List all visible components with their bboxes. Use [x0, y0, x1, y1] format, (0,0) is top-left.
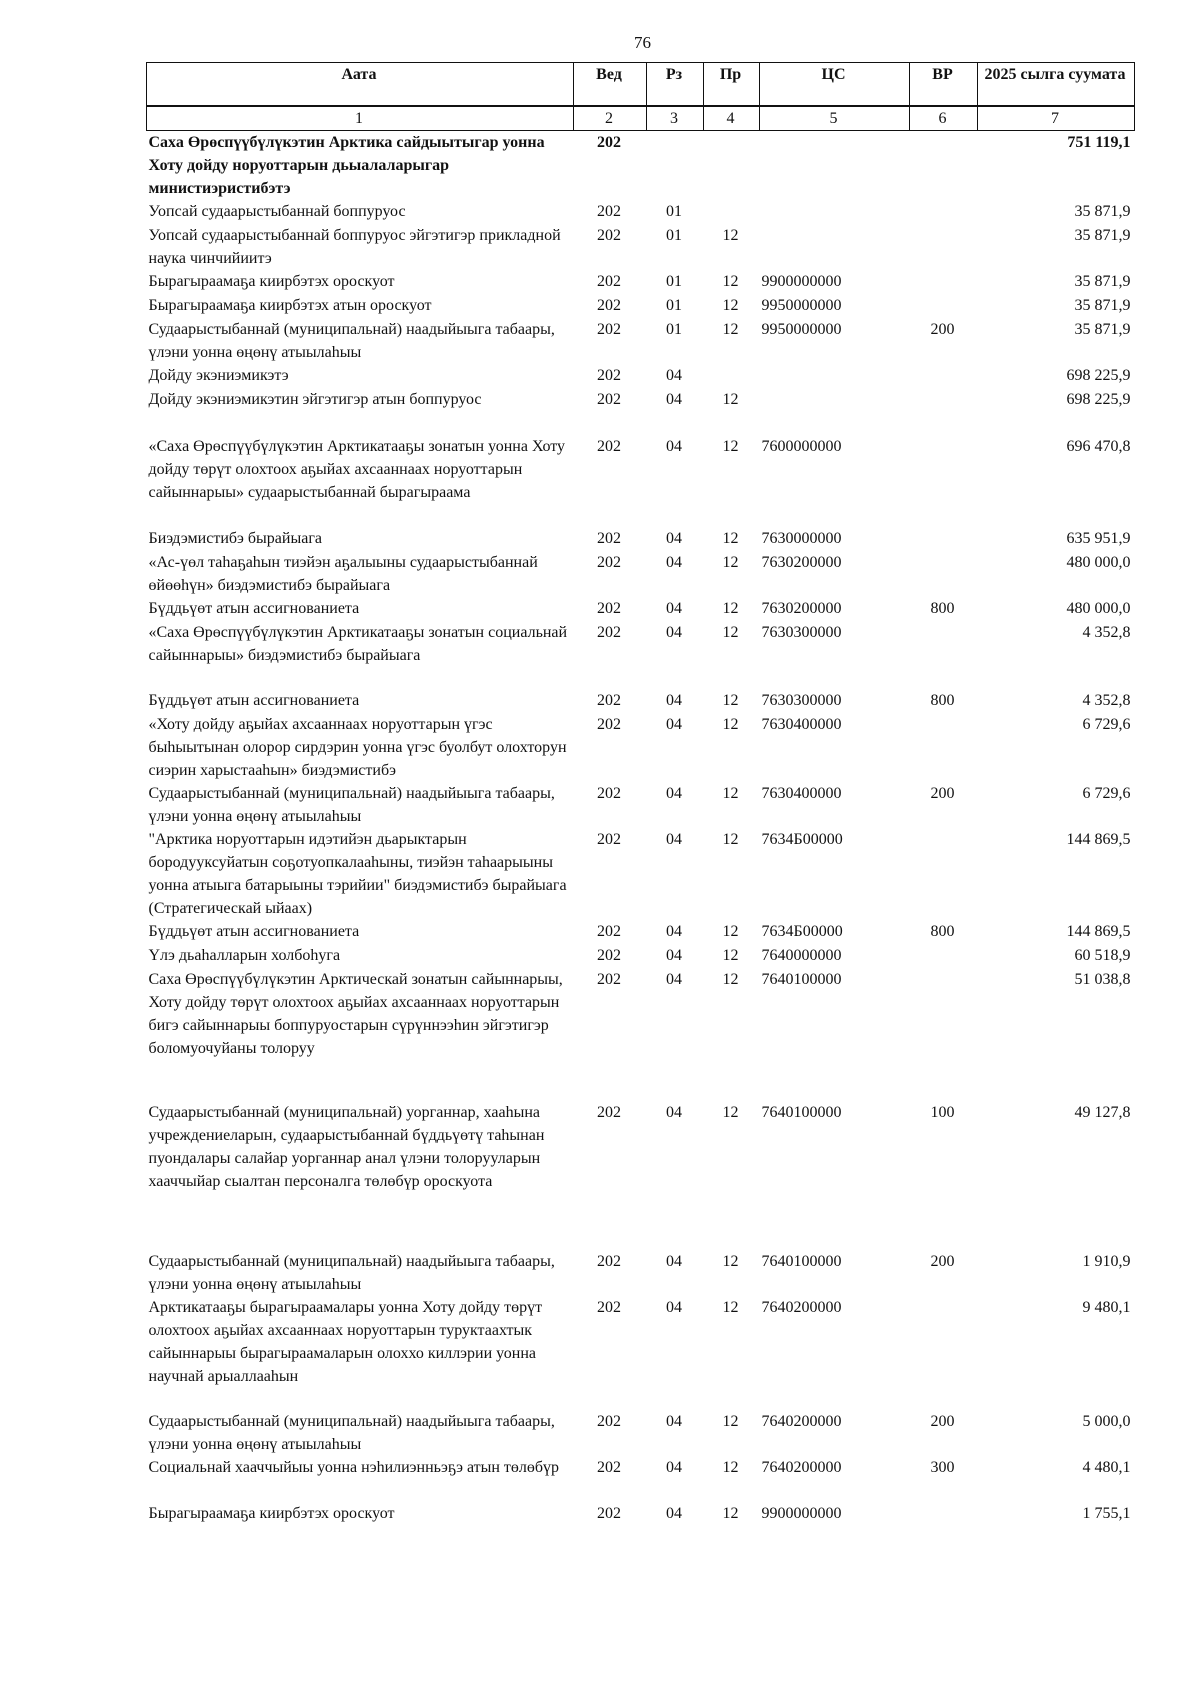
cell-sum: 480 000,0: [1066, 554, 1131, 571]
cell-sum: 5 000,0: [1082, 1413, 1131, 1430]
table-row: [147, 270, 1135, 294]
cell-ved: 202: [597, 1104, 621, 1121]
cell-vr: 200: [930, 321, 955, 338]
cell-sum: 144 869,5: [1066, 923, 1131, 940]
cell-name: Судаарыстыбаннай (муниципальнай) наадыйыыга табаары, үлэни уонна өңөнү атыылаһыы: [148, 1413, 555, 1453]
cell-cs: [760, 224, 910, 270]
cell-name: Саха Өрөспүүбүлүкэтин Арктическай зонатын сайыннарыы, Хоту дойду төрүт олохтоох аҕыйах ахсааннаах норуоттарын бигэ сайыннарыы боппуруостарын сүрүннээһин эйгэтигэр боломуочуйаны толоруу: [148, 971, 563, 1057]
cell-sum: 49 127,8: [1074, 1104, 1131, 1121]
cell-ved: 202: [597, 600, 621, 617]
cell-pr: 12: [722, 785, 739, 802]
table-row: [147, 294, 1135, 318]
page-number: 76: [634, 33, 651, 52]
cell-cs: 7630400000: [761, 785, 842, 802]
cell-name: Уопсай судаарыстыбаннай боппуруос: [148, 203, 406, 220]
cell-name: Бүддьүөт атын ассигнованиета: [148, 923, 360, 940]
column-number: 2: [574, 106, 647, 131]
cell-pr: 12: [722, 1299, 739, 1316]
cell-rz: 04: [666, 716, 682, 733]
cell-rz: 04: [666, 1459, 682, 1476]
cell-rz: 04: [666, 1299, 682, 1316]
cell-vr: 200: [930, 1253, 955, 1270]
header-row: [147, 63, 1135, 107]
cell-sum: 6 729,6: [1082, 716, 1131, 733]
cell-pr: 12: [722, 971, 739, 988]
cell-vr: 800: [930, 692, 955, 709]
cell-name: Судаарыстыбаннай (муниципальнай) наадыйыыга табаары, үлэни уонна өңөнү атыылаһыы: [148, 785, 555, 825]
cell-sum: 1 755,1: [1082, 1505, 1131, 1522]
cell-rz: 04: [666, 367, 682, 384]
cell-vr: [910, 270, 978, 294]
cell-pr: 12: [722, 321, 739, 338]
cell-rz: 04: [666, 971, 682, 988]
cell-pr: 12: [722, 831, 739, 848]
cell-ved: 202: [597, 947, 621, 964]
cell-ved: 202: [597, 1253, 621, 1270]
cell-name: Уопсай судаарыстыбаннай боппуруос эйгэтигэр прикладной наука чинчийиитэ: [148, 227, 561, 267]
cell-ved: 202: [597, 971, 621, 988]
cell-vr: [910, 435, 978, 527]
cell-sum: 696 470,8: [1066, 438, 1131, 455]
table-row: [147, 713, 1135, 782]
cell-vr: 100: [930, 1104, 955, 1121]
table-row: [147, 1410, 1135, 1456]
cell-sum: 51 038,8: [1074, 971, 1131, 988]
cell-pr: [704, 131, 760, 201]
cell-name: Судаарыстыбаннай (муниципальнай) наадыйыыга табаары, үлэни уонна өңөнү атыылаһыы: [148, 1253, 555, 1293]
header-ved: Вед: [574, 63, 647, 107]
cell-cs: 7630300000: [761, 624, 842, 641]
cell-rz: 01: [666, 273, 682, 290]
table-row: [147, 968, 1135, 1101]
cell-vr: [910, 1502, 978, 1526]
table-row: [147, 621, 1135, 689]
cell-pr: 12: [722, 1505, 739, 1522]
cell-pr: 12: [722, 554, 739, 571]
cell-pr: 12: [722, 391, 739, 408]
cell-ved: 202: [597, 1299, 621, 1316]
cell-name: Дойду экэниэмикэтэ: [148, 367, 289, 384]
cell-pr: 12: [722, 297, 739, 314]
table-row: [147, 828, 1135, 920]
cell-cs: 7640200000: [761, 1459, 842, 1476]
cell-sum: 1 910,9: [1082, 1253, 1131, 1270]
cell-ved: 202: [597, 716, 621, 733]
cell-name: Саха Өрөспүүбүлүкэтин Арктика сайдыытыгар уонна Хоту дойду норуоттарын дьыалаларыгар министиэристибэтэ: [148, 134, 545, 197]
cell-sum: 35 871,9: [1074, 297, 1131, 314]
table-row: [147, 435, 1135, 527]
cell-name: Үлэ дьаһалларын холбоһуга: [148, 947, 341, 964]
cell-rz: 04: [666, 1413, 682, 1430]
cell-vr: [910, 1296, 978, 1410]
cell-cs: [760, 131, 910, 201]
cell-rz: 04: [666, 554, 682, 571]
cell-cs: 7640100000: [761, 971, 842, 988]
table-row: [147, 944, 1135, 968]
cell-pr: 12: [722, 1104, 739, 1121]
header-cs: ЦС: [760, 63, 910, 107]
cell-ved: 202: [597, 367, 621, 384]
cell-cs: 7634Б00000: [761, 831, 843, 848]
cell-cs: 9900000000: [761, 273, 842, 290]
cell-cs: 7630200000: [761, 600, 842, 617]
table-row: [147, 364, 1135, 388]
table-row: [147, 224, 1135, 270]
cell-cs: 9950000000: [761, 297, 842, 314]
cell-pr: 12: [722, 947, 739, 964]
cell-ved: 202: [597, 203, 621, 220]
cell-name: «Саха Өрөспүүбүлүкэтин Арктикатааҕы зонатын социальнай сайыннарыы» биэдэмистибэ бырайыага: [148, 624, 568, 664]
table-row: [147, 318, 1135, 364]
cell-name: Бырагыраамаҕа киирбэтэх ороскуот: [148, 1505, 395, 1522]
cell-rz: 04: [666, 1104, 682, 1121]
header-sum: 2025 сылга суумата: [978, 63, 1135, 107]
cell-ved: 202: [597, 785, 621, 802]
cell-rz: 04: [666, 391, 682, 408]
header-rz: Рз: [647, 63, 704, 107]
cell-cs: [760, 364, 910, 388]
cell-vr: [910, 968, 978, 1101]
table-row: [147, 1296, 1135, 1410]
cell-cs: [760, 200, 910, 224]
cell-rz: 01: [666, 321, 682, 338]
cell-name: Бүддьүөт атын ассигнованиета: [148, 692, 360, 709]
cell-vr: [910, 388, 978, 435]
table-row: [147, 131, 1135, 201]
cell-cs: 7634Б00000: [761, 923, 843, 940]
table-row: [147, 200, 1135, 224]
cell-cs: 7630300000: [761, 692, 842, 709]
cell-ved: 202: [597, 297, 621, 314]
column-number: 6: [910, 106, 978, 131]
cell-rz: 04: [666, 530, 682, 547]
cell-ved: 202: [597, 391, 621, 408]
cell-cs: 7630400000: [761, 716, 842, 733]
cell-cs: 9950000000: [761, 321, 842, 338]
cell-ved: 202: [597, 321, 621, 338]
cell-vr: 800: [930, 923, 955, 940]
cell-vr: [910, 621, 978, 689]
cell-name: Судаарыстыбаннай (муниципальнай) уорганнар, хааһына учреждениеларын, судаарыстыбаннай бүддьүөтү таһынан пуондалары салайар уорганнар анал үлэни толорууларын хааччыйар сыалтан персоналга төлөбүр ороскуота: [148, 1104, 545, 1190]
cell-rz: 04: [666, 923, 682, 940]
table-row: [147, 527, 1135, 551]
cell-sum: 4 352,8: [1082, 624, 1131, 641]
table-body: [147, 131, 1135, 1527]
cell-ved: 202: [597, 923, 621, 940]
cell-ved: 202: [597, 831, 621, 848]
cell-cs: 7640100000: [761, 1104, 842, 1121]
cell-sum: 4 352,8: [1082, 692, 1131, 709]
cell-sum: 60 518,9: [1074, 947, 1131, 964]
cell-ved: 202: [597, 692, 621, 709]
cell-name: Арктикатааҕы бырагыраамалары уонна Хоту дойду төрүт олохтоох аҕыйах ахсааннаах норуоттарын туруктаахтык сайыннарыы бырагыраамаларын олоххо киллэрии уонна научнай арыаллааһын: [148, 1299, 543, 1385]
table-row: [147, 920, 1135, 944]
cell-pr: 12: [722, 227, 739, 244]
header-vr: ВР: [910, 63, 978, 107]
cell-sum: 35 871,9: [1074, 273, 1131, 290]
cell-name: «Хоту дойду аҕыйах ахсааннаах норуоттарын үгэс быһыытынан олорор сирдэрин уонна үгэс буолбут олохторун сиэрин харыстааһын» биэдэмистибэ: [148, 716, 567, 779]
cell-vr: [910, 364, 978, 388]
cell-rz: 04: [666, 831, 682, 848]
cell-sum: 144 869,5: [1066, 831, 1131, 848]
cell-name: Дойду экэниэмикэтин эйгэтигэр атын боппуруос: [148, 391, 482, 408]
column-number: 1: [147, 106, 574, 131]
cell-pr: 12: [722, 692, 739, 709]
cell-sum: 698 225,9: [1066, 391, 1131, 408]
cell-rz: 01: [666, 297, 682, 314]
cell-cs: 7630000000: [761, 530, 842, 547]
cell-sum: 6 729,6: [1082, 785, 1131, 802]
table-row: [147, 388, 1135, 435]
cell-ved: 202: [597, 554, 621, 571]
cell-name: Бырагыраамаҕа киирбэтэх ороскуот: [148, 273, 395, 290]
cell-rz: 04: [666, 692, 682, 709]
table-row: [147, 1456, 1135, 1502]
table-row: [147, 782, 1135, 828]
cell-rz: 04: [666, 1253, 682, 1270]
cell-ved: 202: [597, 530, 621, 547]
cell-rz: 04: [666, 785, 682, 802]
cell-ved: 202: [597, 624, 621, 641]
cell-vr: [910, 944, 978, 968]
cell-rz: 01: [666, 203, 682, 220]
cell-cs: 7640000000: [761, 947, 842, 964]
cell-pr: [704, 364, 760, 388]
table-row: [147, 551, 1135, 597]
cell-name: «Саха Өрөспүүбүлүкэтин Арктикатааҕы зонатын уонна Хоту дойду төрүт олохтоох аҕыйах ахсааннаах норуоттарын сайыннарыы» судаарыстыбаннай бырагыраама: [148, 438, 566, 501]
cell-vr: [910, 527, 978, 551]
cell-name: Бүддьүөт атын ассигнованиета: [148, 600, 360, 617]
cell-sum: 4 480,1: [1082, 1459, 1131, 1476]
cell-cs: 7640100000: [761, 1253, 842, 1270]
cell-rz: 04: [666, 947, 682, 964]
cell-vr: 200: [930, 1413, 955, 1430]
cell-name: «Ас-үөл таһаҕаһын тиэйэн аҕалыыны судаарыстыбаннай өйөөһүн» биэдэмистибэ бырайыага: [148, 554, 538, 594]
cell-pr: 12: [722, 1253, 739, 1270]
cell-pr: 12: [722, 530, 739, 547]
table-row: [147, 1502, 1135, 1526]
header-name: Аата: [147, 63, 574, 107]
cell-pr: 12: [722, 273, 739, 290]
cell-sum: 751 119,1: [1067, 134, 1131, 151]
cell-name: Судаарыстыбаннай (муниципальнай) наадыйыыга табаары, үлэни уонна өңөнү атыылаһыы: [148, 321, 555, 361]
cell-name: Биэдэмистибэ бырайыага: [148, 530, 322, 547]
cell-pr: 12: [722, 1459, 739, 1476]
cell-name: "Арктика норуоттарын идэтийэн дьарыктарын бородууксуйатын соҕотуопкалааһыны, тиэйэн таһаарыыны уонна атыыга батарыыны тэрийии" биэдэмистибэ бырайыага (Стратегическай ыйаах): [148, 831, 567, 917]
cell-ved: 202: [597, 134, 621, 151]
cell-ved: 202: [597, 1505, 621, 1522]
cell-rz: 04: [666, 624, 682, 641]
cell-ved: 202: [597, 438, 621, 455]
cell-cs: 7640200000: [761, 1299, 842, 1316]
cell-ved: 202: [597, 273, 621, 290]
cell-cs: 7640200000: [761, 1413, 842, 1430]
table-row: [147, 597, 1135, 621]
budget-table: [146, 62, 1135, 1526]
cell-ved: 202: [597, 1459, 621, 1476]
cell-rz: [647, 131, 704, 201]
table-row: [147, 689, 1135, 713]
cell-pr: 12: [722, 438, 739, 455]
cell-sum: 698 225,9: [1066, 367, 1131, 384]
cell-ved: 202: [597, 227, 621, 244]
cell-vr: [910, 828, 978, 920]
cell-vr: [910, 551, 978, 597]
table-row: [147, 1101, 1135, 1250]
column-number: 7: [978, 106, 1135, 131]
column-number: 4: [704, 106, 760, 131]
cell-ved: 202: [597, 1413, 621, 1430]
cell-vr: [910, 200, 978, 224]
cell-vr: [910, 294, 978, 318]
cell-cs: 7630200000: [761, 554, 842, 571]
cell-pr: 12: [722, 716, 739, 733]
cell-cs: 7600000000: [761, 438, 842, 455]
cell-sum: 35 871,9: [1074, 321, 1131, 338]
cell-name: Социальнай хааччыйыы уонна нэһилиэнньэҕэ атын төлөбүр: [148, 1459, 560, 1476]
column-number-row: [147, 106, 1135, 131]
cell-sum: 35 871,9: [1074, 203, 1131, 220]
cell-pr: 12: [722, 923, 739, 940]
cell-sum: 635 951,9: [1066, 530, 1131, 547]
cell-cs: [760, 388, 910, 435]
cell-vr: [910, 131, 978, 201]
cell-rz: 04: [666, 600, 682, 617]
header-pr: Пр: [704, 63, 760, 107]
cell-vr: 200: [930, 785, 955, 802]
cell-vr: [910, 713, 978, 782]
cell-vr: [910, 224, 978, 270]
column-number: 5: [760, 106, 910, 131]
cell-pr: 12: [722, 1413, 739, 1430]
cell-name: Бырагыраамаҕа киирбэтэх атын ороскуот: [148, 297, 432, 314]
cell-pr: 12: [722, 600, 739, 617]
cell-rz: 04: [666, 438, 682, 455]
cell-vr: 300: [930, 1459, 955, 1476]
column-number: 3: [647, 106, 704, 131]
cell-vr: 800: [930, 600, 955, 617]
cell-sum: 480 000,0: [1066, 600, 1131, 617]
cell-pr: 12: [722, 624, 739, 641]
cell-sum: 35 871,9: [1074, 227, 1131, 244]
cell-rz: 01: [666, 227, 682, 244]
cell-rz: 04: [666, 1505, 682, 1522]
table-row: [147, 1250, 1135, 1296]
cell-cs: 9900000000: [761, 1505, 842, 1522]
cell-sum: 9 480,1: [1082, 1299, 1131, 1316]
cell-pr: [704, 200, 760, 224]
